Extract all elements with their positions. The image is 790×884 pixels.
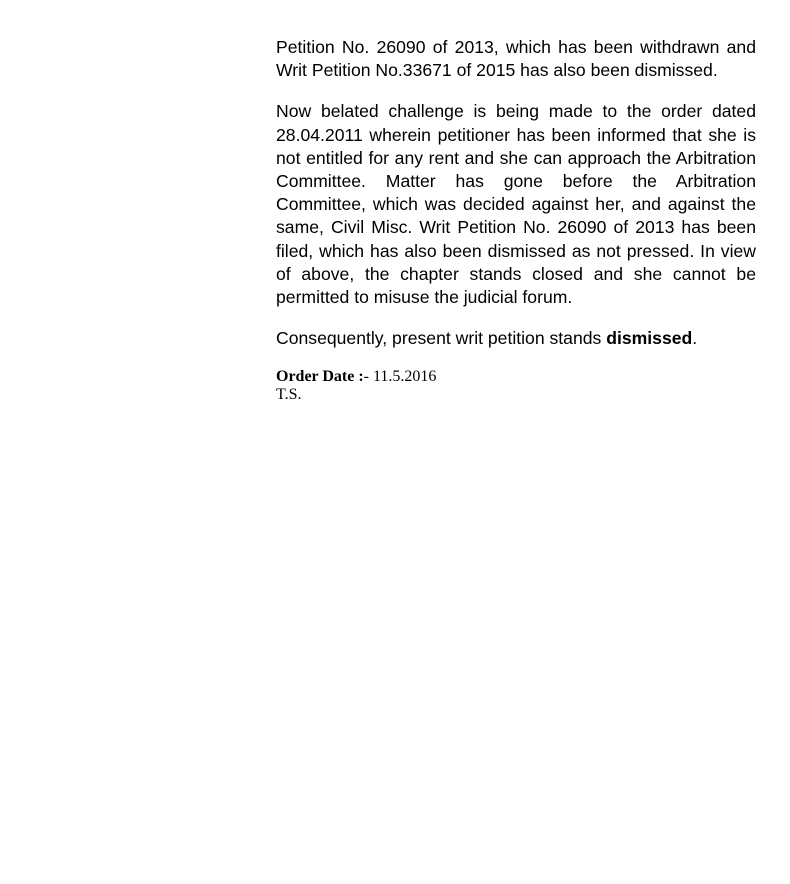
paragraph-conclusion <box>276 327 756 350</box>
order-date-label: Order Date : <box>276 368 364 386</box>
paragraph-petition-history: Petition No. 26090 of 2013, which has been withdrawn and Writ Petition No.33671 of 2015 has also been dismissed. <box>276 37 756 81</box>
conclusion-suffix: . <box>692 328 698 349</box>
order-date-value: - 11.5.2016 <box>363 368 437 386</box>
paragraph-belated-challenge: Now belated challenge is being made to the order dated 28.04.2011 wherein petitioner has been informed that she is not entitled for any rent and she can approach the Arbitration Committee. Matter has gone before the Arbitration Committee, which was decided against her, and against the same, Civil Misc. Writ Petition No. 26090 of 2013 has been filed, which has also been dismissed as not pressed. In view of above, the chapter stands closed and she cannot be permitted to misuse the judicial forum. <box>276 101 756 308</box>
document-page <box>276 36 756 404</box>
conclusion-emphasis: dismissed <box>606 328 693 349</box>
order-initials: T.S. <box>276 386 302 404</box>
conclusion-text: Consequently, present writ petition stands <box>276 328 607 349</box>
order-date-line <box>276 368 756 386</box>
